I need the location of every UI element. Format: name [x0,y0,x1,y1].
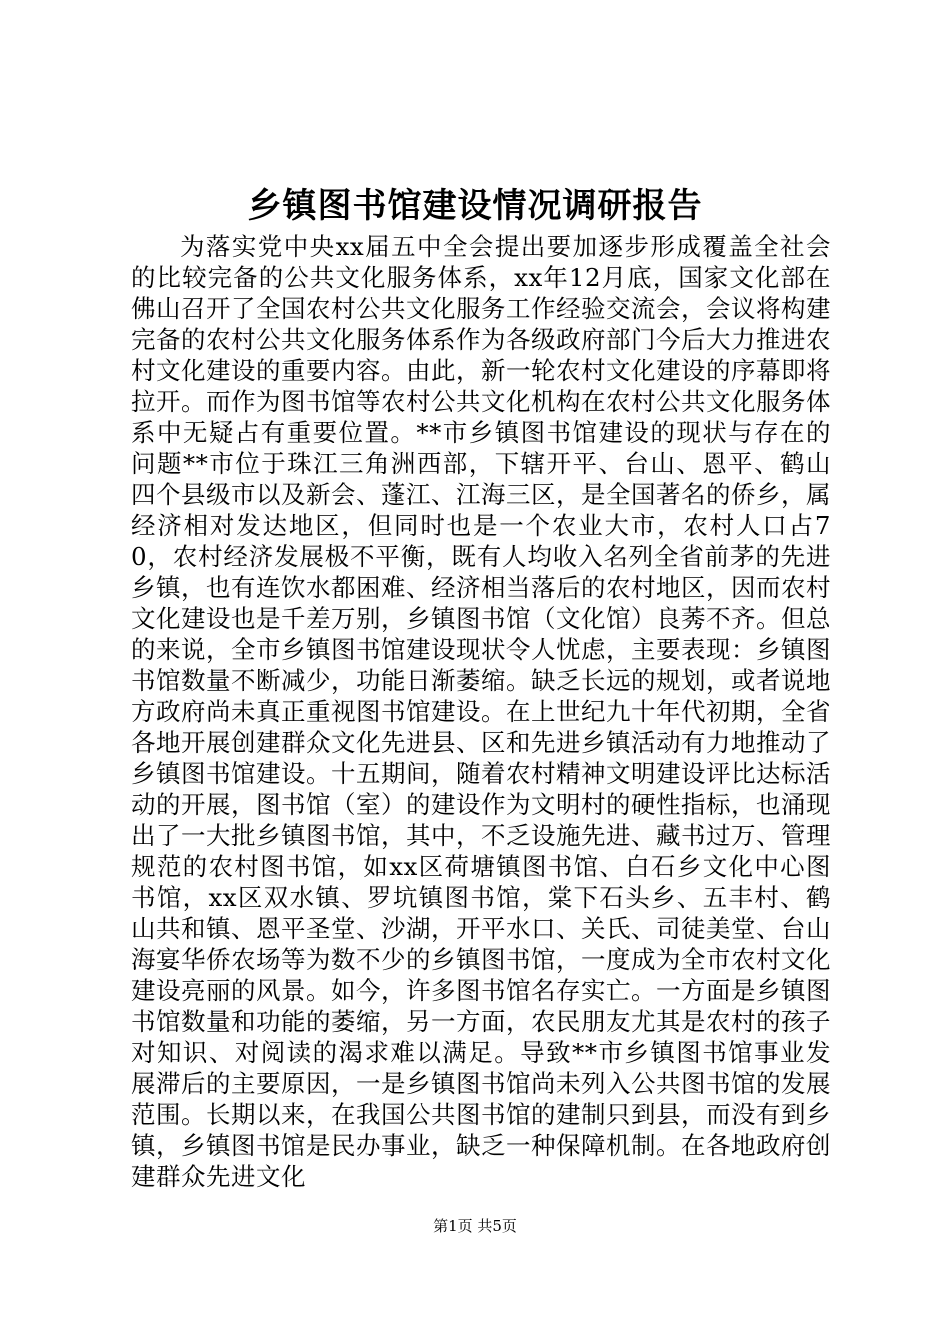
page-number-footer: 第1页 共5页 [433,1217,517,1235]
document-title: 乡镇图书馆建设情况调研报告 [247,186,703,226]
document-body-paragraph: 为落实党中央xx届五中全会提出要加逐步形成覆盖全社会的比较完备的公共文化服务体系，xx年12月底，国家文化部在佛山召开了全国农村公共文化服务工作经验交流会，会议将构建完备的农村公共文化服务体系作为各级政府部门今后大力推进农村文化建设的重要内容。由此，新一轮农村文化建设的序幕即将拉开。而作为图书馆等农村公共文化机构在农村公共文化服务体系中无疑占有重要位置。**市乡镇图书馆建设的现状与存在的问题**市位于珠江三角洲西部，下辖开平、台山、恩平、鹤山四个县级市以及新会、蓬江、江海三区，是全国著名的侨乡，属经济相对发达地区，但同时也是一个农业大市，农村人口占70，农村经济发展极不平衡，既有人均收入名列全省前茅的先进乡镇，也有连饮水都困难、经济相当落后的农村地区，因而农村文化建设也是千差万别，乡镇图书馆（文化馆）良莠不齐。但总的来说，全市乡镇图书馆建设现状令人忧虑，主要表现：乡镇图书馆数量不断减少，功能日渐萎缩。缺乏长远的规划，或者说地方政府尚未真正重视图书馆建设。在上世纪九十年代初期，全省各地开展创建群众文化先进县、区和先进乡镇活动有力地推动了乡镇图书馆建设。十五期间，随着农村精神文明建设评比达标活动的开展，图书馆（室）的建设作为文明村的硬性指标，也涌现出了一大批乡镇图书馆，其中，不乏设施先进、藏书过万、管理规范的农村图书馆，如xx区荷塘镇图书馆、白石乡文化中心图书馆，xx区双水镇、罗坑镇图书馆，棠下石头乡、五丰村、鹤山共和镇、恩平圣堂、沙湖，开平水口、关氏、司徒美堂、台山海宴华侨农场等为数不少的乡镇图书馆，一度成为全市农村文化建设亮丽的风景。如今，许多图书馆名存实亡。一方面是乡镇图书馆数量和功能的萎缩，另一方面，农民朋友尤其是农村的孩子对知识、对阅读的渴求难以满足。导致**市乡镇图书馆事业发展滞后的主要原因，一是乡镇图书馆尚未列入公共图书馆的发展范围。长期以来，在我国公共图书馆的建制只到县，而没有到乡镇，乡镇图书馆是民办事业，缺乏一种保障机制。在各地政府创建群众先进文化 [131,232,831,1191]
